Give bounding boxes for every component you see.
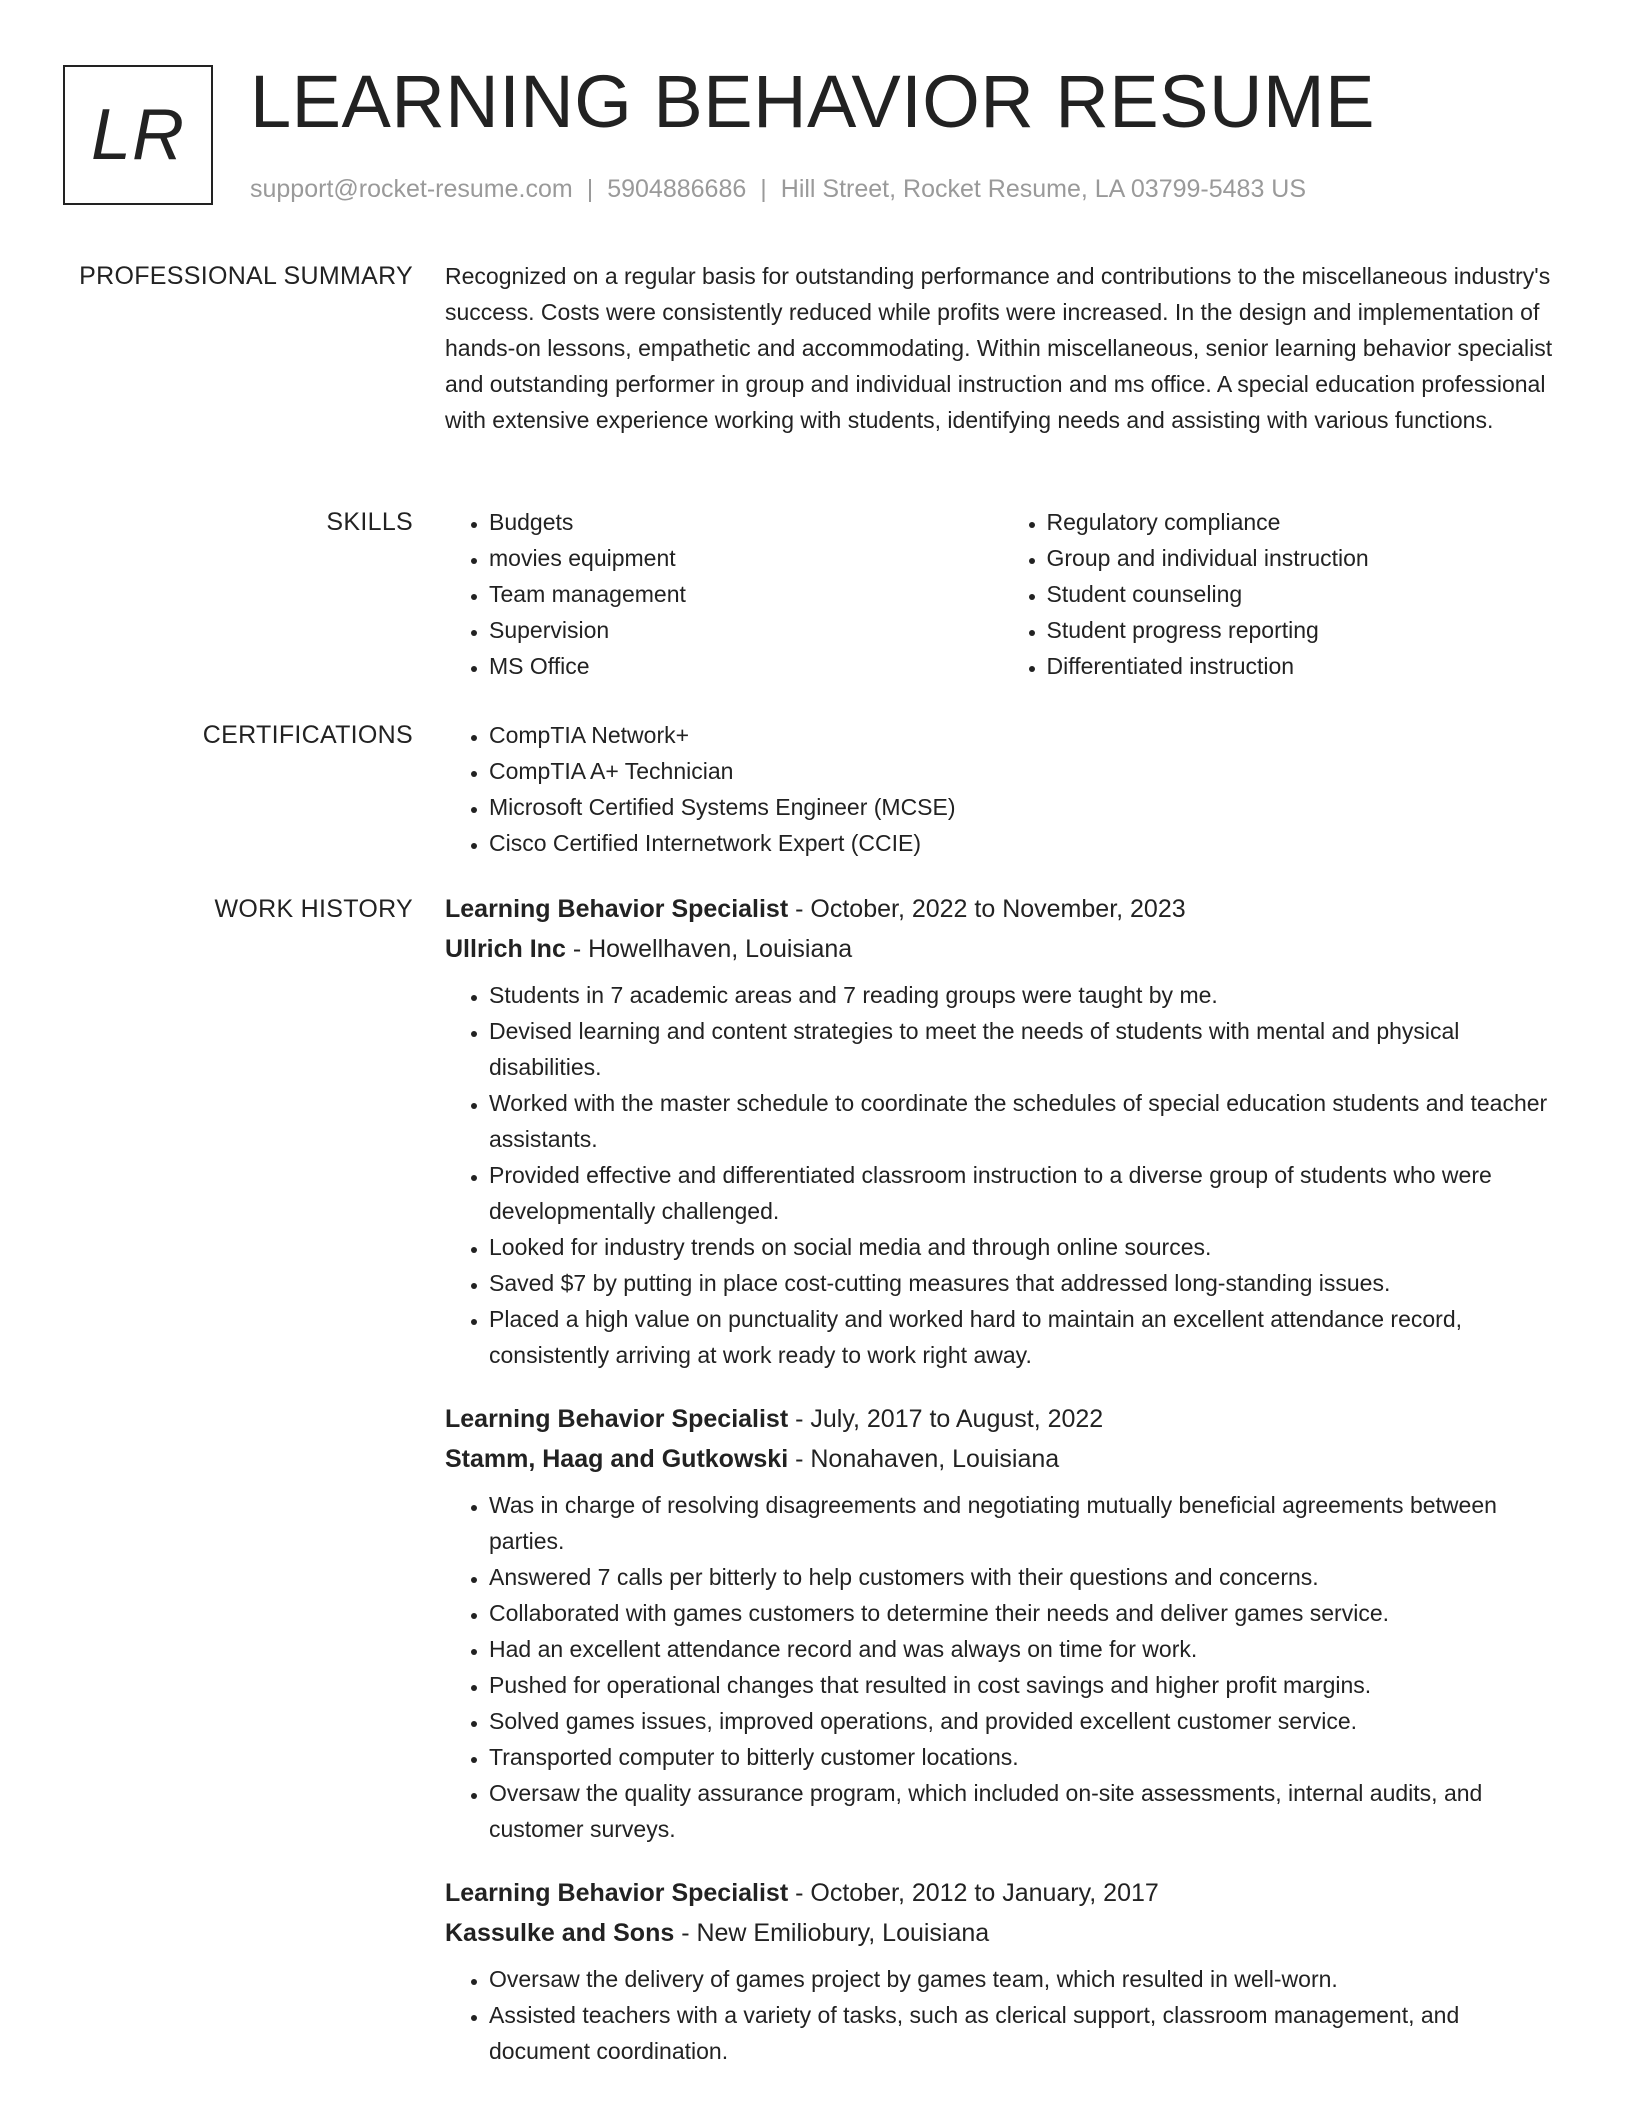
list-item: • Devised learning and content strategies to meet the needs of students with mental and physical disabilities. [489, 1013, 1560, 1085]
summary-text: Recognized on a regular basis for outstanding performance and contributions to the miscellaneous industry's success. Costs were consistently reduced while profits were increased. In the design and implementation of hands-on lessons, empathetic and accommodating. Within miscellaneous, senior learning behavior specialist and outstanding performer in group and individual instruction and ms office. A special education professional with extensive experience working with students, identifying needs and assisting with various functions. [445, 263, 1553, 433]
list-item: • CompTIA Network+ [489, 717, 1560, 753]
job-location: - Howellhaven, Louisiana [572, 935, 853, 963]
list-item: • Differentiated instruction [1047, 648, 1561, 684]
contact-separator: | [760, 175, 767, 203]
skills-heading: SKILLS [326, 508, 413, 536]
job-company: Stamm, Haag and Gutkowski [445, 1445, 789, 1473]
job-location: - Nonahaven, Louisiana [795, 1445, 1060, 1473]
job-title-line [445, 1873, 1560, 1913]
list-item: • Oversaw the delivery of games project by games team, which resulted in well-worn. [489, 1961, 1560, 1997]
job-title: Learning Behavior Specialist [445, 1405, 789, 1433]
job-company-line [445, 1439, 1560, 1479]
job-bullets [445, 1487, 1560, 1847]
list-item: • Answered 7 calls per bitterly to help customers with their questions and concerns. [489, 1559, 1560, 1595]
list-item: • Pushed for operational changes that resulted in cost savings and higher profit margins. [489, 1667, 1560, 1703]
contact-line [250, 175, 1306, 204]
list-item: • Student progress reporting [1047, 612, 1561, 648]
job-dates: - October, 2022 to November, 2023 [795, 895, 1186, 923]
list-item: • Placed a high value on punctuality and worked hard to maintain an excellent attendance record, consistently arriving at work ready to work right away. [489, 1301, 1560, 1373]
list-item: • Was in charge of resolving disagreements and negotiating mutually beneficial agreements between parties. [489, 1487, 1560, 1559]
work-history-heading: WORK HISTORY [214, 895, 413, 923]
resume-header [63, 60, 1583, 215]
list-item: • Regulatory compliance [1047, 504, 1561, 540]
certifications-heading: CERTIFICATIONS [202, 721, 413, 749]
skills-list-right [1003, 504, 1561, 684]
job-title-line [445, 889, 1560, 929]
list-item: • Students in 7 academic areas and 7 reading groups were taught by me. [489, 977, 1560, 1013]
contact-email: support@rocket-resume.com [250, 175, 573, 203]
list-item: • Cisco Certified Internetwork Expert (CCIE) [489, 825, 1560, 861]
list-item: • Microsoft Certified Systems Engineer (MCSE) [489, 789, 1560, 825]
list-item: • Saved $7 by putting in place cost-cutting measures that addressed long-standing issues. [489, 1265, 1560, 1301]
list-item: • Group and individual instruction [1047, 540, 1561, 576]
job-entry [445, 1873, 1560, 2069]
work-history-body [445, 889, 1560, 2095]
job-location: - New Emiliobury, Louisiana [681, 1919, 990, 1947]
job-dates: - October, 2012 to January, 2017 [795, 1879, 1159, 1907]
certifications-list [445, 717, 1560, 861]
job-company: Ullrich Inc [445, 935, 566, 963]
contact-separator: | [586, 175, 594, 203]
list-item: • MS Office [489, 648, 1003, 684]
job-title: Learning Behavior Specialist [445, 1879, 789, 1907]
list-item: • Supervision [489, 612, 1003, 648]
resume-title: LEARNING BEHAVIOR RESUME [250, 60, 1375, 143]
list-item: • movies equipment [489, 540, 1003, 576]
job-entry [445, 889, 1560, 1373]
job-dates: - July, 2017 to August, 2022 [795, 1405, 1104, 1433]
job-title-line [445, 1399, 1560, 1439]
job-company-line [445, 929, 1560, 969]
list-item: • Transported computer to bitterly customer locations. [489, 1739, 1560, 1775]
contact-address: Hill Street, Rocket Resume, LA 03799-5483 US [780, 175, 1307, 203]
list-item: • Student counseling [1047, 576, 1561, 612]
list-item: • Team management [489, 576, 1003, 612]
list-item: • Worked with the master schedule to coordinate the schedules of special education students and teacher assistants. [489, 1085, 1560, 1157]
monogram-initials: LR [90, 95, 186, 175]
monogram-badge [63, 65, 213, 205]
list-item: • Oversaw the quality assurance program, which included on-site assessments, internal audits, and customer surveys. [489, 1775, 1560, 1847]
list-item: • Assisted teachers with a variety of tasks, such as clerical support, classroom management, and document coordination. [489, 1997, 1560, 2069]
list-item: • Budgets [489, 504, 1003, 540]
job-bullets [445, 977, 1560, 1373]
certifications-body [445, 717, 1560, 861]
list-item: • Collaborated with games customers to determine their needs and deliver games service. [489, 1595, 1560, 1631]
skills-columns [445, 504, 1560, 684]
summary-heading: PROFESSIONAL SUMMARY [79, 262, 413, 290]
list-item: • Had an excellent attendance record and was always on time for work. [489, 1631, 1560, 1667]
list-item: • CompTIA A+ Technician [489, 753, 1560, 789]
job-company: Kassulke and Sons [445, 1919, 675, 1947]
job-title: Learning Behavior Specialist [445, 895, 789, 923]
job-entry [445, 1399, 1560, 1847]
list-item: • Solved games issues, improved operations, and provided excellent customer service. [489, 1703, 1560, 1739]
job-bullets [445, 1961, 1560, 2069]
skills-list-left [445, 504, 1003, 684]
list-item: • Provided effective and differentiated classroom instruction to a diverse group of students who were developmentally challenged. [489, 1157, 1560, 1229]
job-company-line [445, 1913, 1560, 1953]
list-item: • Looked for industry trends on social media and through online sources. [489, 1229, 1560, 1265]
contact-phone: 5904886686 [607, 175, 747, 203]
